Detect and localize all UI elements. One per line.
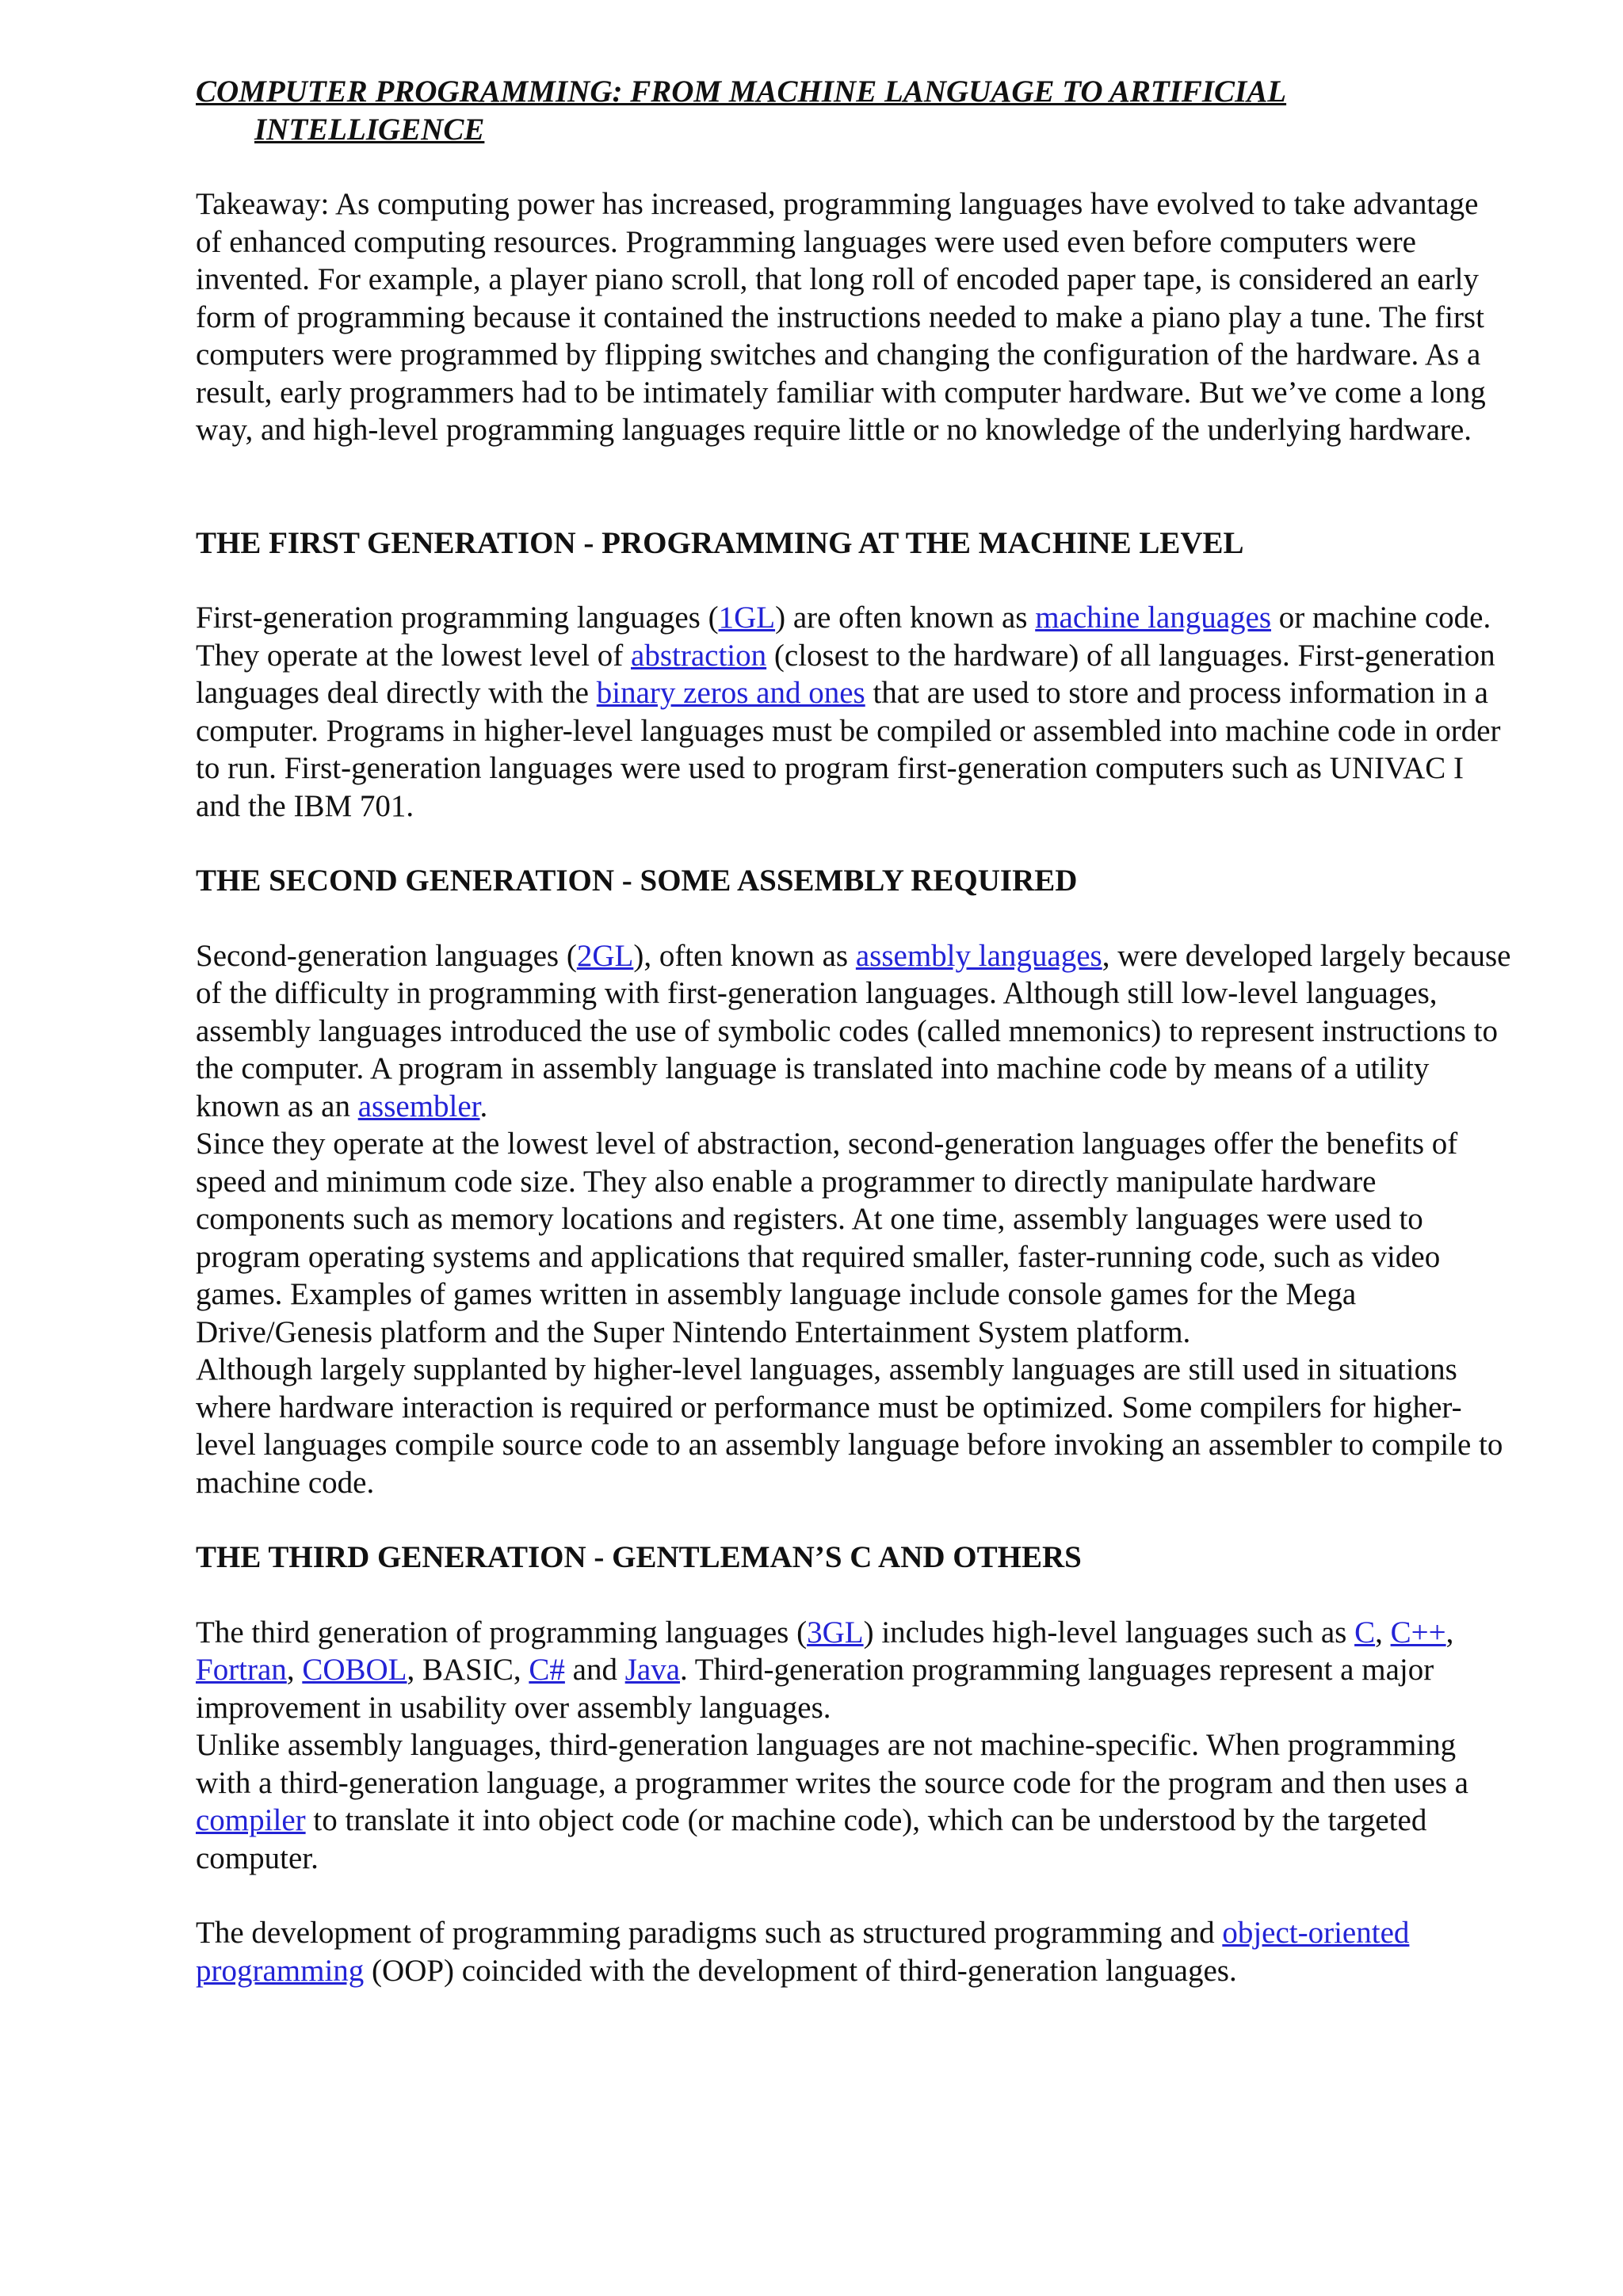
- third-generation-paragraph-2: Unlike assembly languages, third-generation languages are not machine-specific. When programming with a third-generation language, a programmer writes the source code for the program and then uses a compiler to translate it into object code (or machine code), which can be understood by the targeted computer.: [196, 1728, 1468, 1875]
- second-generation-paragraph-1: Second-generation languages (2GL), often known as assembly languages, were developed largely because of the difficulty in programming with first-generation languages. Although still low-level languages, assembly languages introduced the use of symbolic codes (called mnemonics) to represent instructions to the computer. A program in assembly language is translated into machine code by means of a utility known as an assembler.: [196, 938, 1511, 1123]
- link-binary-zeros-and-ones[interactable]: binary zeros and ones: [596, 676, 865, 710]
- third-generation-paragraph-1: The third generation of programming languages (3GL) includes high-level languages such as C, C++, Fortran, COBOL, BASIC, C# and Java. Third-generation programming languages represent a major improvement in usability over assembly languages.: [196, 1615, 1454, 1725]
- link-compiler[interactable]: compiler: [196, 1803, 306, 1837]
- third-generation-paragraph-3: The development of programming paradigms such as structured programming and object-oriented programming (OOP) coincided with the development of third-generation languages.: [196, 1916, 1410, 1988]
- link-assembly-languages[interactable]: assembly languages: [855, 938, 1102, 973]
- second-generation-paragraph-3: Although largely supplanted by higher-level languages, assembly languages are still used in situations where hardware interaction is required or performance must be optimized. Some compilers for higher-level languages compile source code to an assembly language before invoking an assembler to compile to machine code.: [196, 1352, 1503, 1500]
- document-title: COMPUTER PROGRAMMING: FROM MACHINE LANGUAGE TO ARTIFICIAL INTELLIGENCE: [196, 74, 1287, 147]
- link-machine-languages[interactable]: machine languages: [1035, 601, 1272, 635]
- link-cobol[interactable]: COBOL: [302, 1653, 407, 1687]
- link-c[interactable]: C: [1354, 1615, 1376, 1650]
- link-3gl[interactable]: 3GL: [807, 1615, 864, 1650]
- section-heading-third-generation: THE THIRD GENERATION - GENTLEMAN’S C AND OTHERS: [196, 1540, 1082, 1574]
- link-cpp[interactable]: C++: [1390, 1615, 1446, 1650]
- link-abstraction[interactable]: abstraction: [631, 638, 767, 673]
- link-object-oriented-programming[interactable]: object-oriented programming: [196, 1916, 1410, 1988]
- link-assembler[interactable]: assembler: [357, 1089, 480, 1123]
- link-1gl[interactable]: 1GL: [718, 601, 776, 635]
- first-generation-paragraph: First-generation programming languages (1GL) are often known as machine languages or machine code. They operate at the lowest level of abstraction (closest to the hardware) of all languages. First-generation languages deal directly with the binary zeros and ones that are used to store and process information in a computer. Programs in higher-level languages must be compiled or assembled into machine code in order to run. First-generation languages were used to program first-generation computers such as UNIVAC I and the IBM 701.: [196, 601, 1501, 823]
- second-generation-paragraph-2: Since they operate at the lowest level of abstraction, second-generation languages offer the benefits of speed and minimum code size. They also enable a programmer to directly manipulate hardware components such as memory locations and registers. At one time, assembly languages were used to program operating systems and applications that required smaller, faster-running code, such as video games. Examples of games written in assembly language include console games for the Mega Drive/Genesis platform and the Super Nintendo Entertainment System platform.: [196, 1127, 1458, 1349]
- link-csharp[interactable]: C#: [529, 1653, 565, 1687]
- intro-paragraph: Takeaway: As computing power has increased, programming languages have evolved to take advantage of enhanced computing resources. Programming languages were used even before computers were invented. For example, a player piano scroll, that long roll of encoded paper tape, is considered an early form of programming because it contained the instructions needed to make a piano play a tune. The first computers were programmed by flipping switches and changing the configuration of the hardware. As a result, early programmers had to be intimately familiar with computer hardware. But we’ve come a long way, and high-level programming languages require little or no knowledge of the underlying hardware.: [196, 187, 1486, 447]
- section-heading-first-generation: THE FIRST GENERATION - PROGRAMMING AT THE MACHINE LEVEL: [196, 525, 1244, 560]
- document-page: [196, 73, 1511, 1989]
- link-java[interactable]: Java: [624, 1653, 681, 1687]
- link-2gl[interactable]: 2GL: [576, 938, 634, 973]
- link-fortran[interactable]: Fortran: [196, 1653, 287, 1687]
- section-heading-second-generation: THE SECOND GENERATION - SOME ASSEMBLY REQUIRED: [196, 864, 1078, 898]
